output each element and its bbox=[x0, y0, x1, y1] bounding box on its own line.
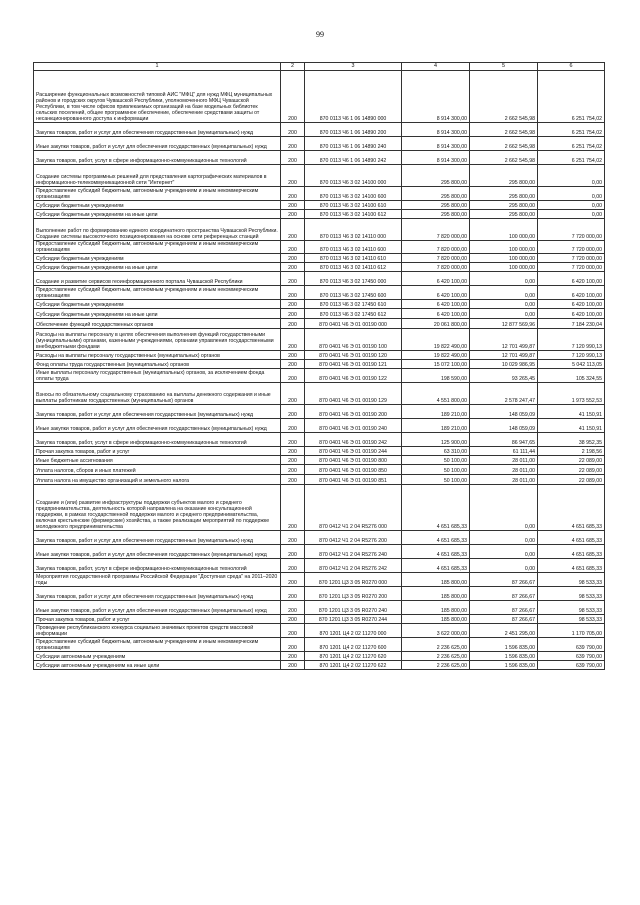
row-col2-cell: 200 bbox=[281, 201, 305, 210]
row-name-cell: Субсидии бюджетным учреждениям bbox=[34, 300, 281, 309]
row-col2-cell: 200 bbox=[281, 465, 305, 475]
row-approved-cell: 8 914 300,00 bbox=[402, 151, 470, 165]
row-executed-cell: 0,00 bbox=[470, 545, 538, 559]
row-name-cell: Закупка товаров, работ и услуг для обеспечения государственных (муниципальных) нужд bbox=[34, 123, 281, 137]
row-executed-cell: 0,00 bbox=[470, 485, 538, 531]
row-col2-cell: 200 bbox=[281, 587, 305, 601]
table-row bbox=[34, 652, 605, 661]
row-code-cell: 870 0113 Ч6 3 02 17450 610 bbox=[305, 300, 402, 309]
row-remaining-cell: 7 720 000,00 bbox=[538, 219, 605, 241]
row-name-cell: Субсидии автономным учреждениям bbox=[34, 652, 281, 661]
row-remaining-cell: 639 790,00 bbox=[538, 652, 605, 661]
row-executed-cell: 0,00 bbox=[470, 300, 538, 309]
row-executed-cell: 0,00 bbox=[470, 309, 538, 319]
row-code-cell: 870 1201 Ц3 3 05 R0270 200 bbox=[305, 587, 402, 601]
row-col2-cell: 200 bbox=[281, 456, 305, 465]
table-row bbox=[34, 369, 605, 383]
row-code-cell: 870 0401 Ч6 Э 01 00190 851 bbox=[305, 475, 402, 485]
table-row bbox=[34, 137, 605, 151]
table-row bbox=[34, 309, 605, 319]
row-remaining-cell: 0,00 bbox=[538, 165, 605, 187]
row-name-cell: Субсидии бюджетным учреждениям на иные цели bbox=[34, 309, 281, 319]
row-executed-cell: 295 800,00 bbox=[470, 201, 538, 210]
row-approved-cell: 15 072 100,00 bbox=[402, 360, 470, 369]
row-executed-cell: 2 662 545,98 bbox=[470, 151, 538, 165]
row-approved-cell: 8 914 300,00 bbox=[402, 137, 470, 151]
row-col2-cell: 200 bbox=[281, 151, 305, 165]
row-approved-cell: 295 800,00 bbox=[402, 210, 470, 219]
row-code-cell: 870 0412 Ч1 2 04 R5276 000 bbox=[305, 485, 402, 531]
row-approved-cell: 2 236 625,00 bbox=[402, 652, 470, 661]
row-name-cell: Прочая закупка товаров, работ и услуг bbox=[34, 615, 281, 624]
table-row bbox=[34, 433, 605, 447]
header-cell-6: 6 bbox=[538, 63, 605, 71]
table-row bbox=[34, 123, 605, 137]
row-executed-cell: 28 011,00 bbox=[470, 456, 538, 465]
row-remaining-cell: 4 651 685,33 bbox=[538, 485, 605, 531]
row-code-cell: 870 0401 Ч6 Э 01 00190 120 bbox=[305, 351, 402, 360]
table-row bbox=[34, 254, 605, 263]
table-row bbox=[34, 638, 605, 652]
row-code-cell: 870 0113 Ч6 3 02 17450 600 bbox=[305, 286, 402, 300]
table-row bbox=[34, 187, 605, 201]
table-row bbox=[34, 151, 605, 165]
row-remaining-cell: 6 420 100,00 bbox=[538, 300, 605, 309]
row-code-cell: 870 0412 Ч1 2 04 R5276 240 bbox=[305, 545, 402, 559]
row-col2-cell: 200 bbox=[281, 300, 305, 309]
row-col2-cell: 200 bbox=[281, 272, 305, 286]
row-remaining-cell: 7 720 000,00 bbox=[538, 254, 605, 263]
row-remaining-cell: 6 420 100,00 bbox=[538, 286, 605, 300]
row-name-cell: Иные закупки товаров, работ и услуг для обеспечения государственных (муниципальных) нужд bbox=[34, 137, 281, 151]
table-row bbox=[34, 447, 605, 456]
row-executed-cell: 2 662 545,98 bbox=[470, 137, 538, 151]
row-col2-cell: 200 bbox=[281, 319, 305, 329]
row-executed-cell: 100 000,00 bbox=[470, 254, 538, 263]
row-code-cell: 870 0401 Ч6 Э 01 00190 129 bbox=[305, 383, 402, 405]
row-remaining-cell: 0,00 bbox=[538, 201, 605, 210]
row-executed-cell: 12 701 499,87 bbox=[470, 351, 538, 360]
row-code-cell: 870 1201 Ц3 3 05 R0270 000 bbox=[305, 573, 402, 587]
row-executed-cell: 93 265,45 bbox=[470, 369, 538, 383]
row-name-cell: Закупка товаров, работ, услуг в сфере информационно-коммуникационных технологий bbox=[34, 433, 281, 447]
row-name-cell: Предоставление субсидий бюджетным, автономным учреждениям и иным некоммерческим организациям bbox=[34, 638, 281, 652]
table-row bbox=[34, 456, 605, 465]
table-row bbox=[34, 624, 605, 638]
row-name-cell: Закупка товаров, работ, услуг в сфере информационно-коммуникационных технологий bbox=[34, 151, 281, 165]
row-name-cell: Создание системы программных решений для представления картографических материалов в информационно-телекоммуникационной сети "Интернет" bbox=[34, 165, 281, 187]
row-executed-cell: 86 947,65 bbox=[470, 433, 538, 447]
row-remaining-cell: 1 170 705,00 bbox=[538, 624, 605, 638]
row-name-cell: Обеспечение функций государственных органов bbox=[34, 319, 281, 329]
row-name-cell: Взносы по обязательному социальному страхованию на выплаты денежного содержания и иные выплаты работникам государственных (муниципальных) органов bbox=[34, 383, 281, 405]
table-row bbox=[34, 601, 605, 615]
row-code-cell: 870 0412 Ч1 2 04 R5276 242 bbox=[305, 559, 402, 573]
row-name-cell: Иные выплаты персоналу государственных (муниципальных) органов, за исключением фонда оплаты труда bbox=[34, 369, 281, 383]
table-body bbox=[34, 71, 605, 670]
row-remaining-cell: 7 720 000,00 bbox=[538, 263, 605, 272]
row-code-cell: 870 1201 Ц4 2 02 11270 622 bbox=[305, 661, 402, 670]
row-name-cell: Предоставление субсидий бюджетным, автономным учреждениям и иным некоммерческим организациям bbox=[34, 286, 281, 300]
row-executed-cell: 148 059,09 bbox=[470, 419, 538, 433]
row-name-cell: Предоставление субсидий бюджетным, автономным учреждениям и иным некоммерческим организациям bbox=[34, 187, 281, 201]
row-remaining-cell: 6 251 754,02 bbox=[538, 123, 605, 137]
row-col2-cell: 200 bbox=[281, 405, 305, 419]
row-col2-cell: 200 bbox=[281, 360, 305, 369]
row-approved-cell: 295 800,00 bbox=[402, 201, 470, 210]
row-code-cell: 870 0113 Ч6 3 02 14110 600 bbox=[305, 241, 402, 254]
table-row bbox=[34, 531, 605, 545]
table-row bbox=[34, 351, 605, 360]
row-code-cell: 870 1201 Ц3 3 05 R0270 244 bbox=[305, 615, 402, 624]
table-row bbox=[34, 319, 605, 329]
table-row bbox=[34, 419, 605, 433]
row-approved-cell: 7 820 000,00 bbox=[402, 263, 470, 272]
row-remaining-cell: 98 533,33 bbox=[538, 615, 605, 624]
row-approved-cell: 189 210,00 bbox=[402, 419, 470, 433]
row-col2-cell: 200 bbox=[281, 652, 305, 661]
row-col2-cell: 200 bbox=[281, 624, 305, 638]
row-approved-cell: 185 800,00 bbox=[402, 573, 470, 587]
row-code-cell: 870 0113 Ч6 3 02 14100 610 bbox=[305, 201, 402, 210]
table-row bbox=[34, 545, 605, 559]
row-code-cell: 870 0113 Ч6 1 06 14890 000 bbox=[305, 71, 402, 123]
table-row bbox=[34, 465, 605, 475]
table-row bbox=[34, 573, 605, 587]
row-executed-cell: 295 800,00 bbox=[470, 165, 538, 187]
row-code-cell: 870 0113 Ч6 3 02 17450 612 bbox=[305, 309, 402, 319]
row-col2-cell: 200 bbox=[281, 559, 305, 573]
row-code-cell: 870 0401 Ч6 Э 01 00190 850 bbox=[305, 465, 402, 475]
row-approved-cell: 8 914 300,00 bbox=[402, 71, 470, 123]
row-remaining-cell: 41 150,91 bbox=[538, 419, 605, 433]
row-col2-cell: 200 bbox=[281, 351, 305, 360]
row-executed-cell: 12 701 499,87 bbox=[470, 329, 538, 351]
table-row bbox=[34, 475, 605, 485]
row-approved-cell: 4 651 685,33 bbox=[402, 545, 470, 559]
row-remaining-cell: 6 420 100,00 bbox=[538, 309, 605, 319]
row-approved-cell: 198 590,00 bbox=[402, 369, 470, 383]
row-col2-cell: 200 bbox=[281, 433, 305, 447]
row-executed-cell: 10 029 986,95 bbox=[470, 360, 538, 369]
page-number: 99 bbox=[316, 30, 324, 39]
row-name-cell: Предоставление субсидий бюджетным, автономным учреждениям и иным некоммерческим организациям bbox=[34, 241, 281, 254]
table-row bbox=[34, 210, 605, 219]
row-col2-cell: 200 bbox=[281, 137, 305, 151]
table-row bbox=[34, 272, 605, 286]
row-remaining-cell: 41 150,91 bbox=[538, 405, 605, 419]
row-approved-cell: 20 061 800,00 bbox=[402, 319, 470, 329]
row-remaining-cell: 22 089,00 bbox=[538, 456, 605, 465]
table-row bbox=[34, 329, 605, 351]
table-row bbox=[34, 405, 605, 419]
row-executed-cell: 87 266,67 bbox=[470, 587, 538, 601]
row-remaining-cell: 5 042 113,05 bbox=[538, 360, 605, 369]
row-col2-cell: 200 bbox=[281, 447, 305, 456]
row-name-cell: Закупка товаров, работ и услуг для обеспечения государственных (муниципальных) нужд bbox=[34, 531, 281, 545]
header-cell-5: 5 bbox=[470, 63, 538, 71]
table-header-row bbox=[34, 63, 605, 71]
row-executed-cell: 87 266,67 bbox=[470, 615, 538, 624]
row-executed-cell: 1 596 835,00 bbox=[470, 652, 538, 661]
row-col2-cell: 200 bbox=[281, 241, 305, 254]
row-col2-cell: 200 bbox=[281, 263, 305, 272]
row-col2-cell: 200 bbox=[281, 254, 305, 263]
row-approved-cell: 4 651 685,33 bbox=[402, 531, 470, 545]
row-col2-cell: 200 bbox=[281, 545, 305, 559]
row-remaining-cell: 7 184 230,04 bbox=[538, 319, 605, 329]
row-col2-cell: 200 bbox=[281, 531, 305, 545]
row-code-cell: 870 1201 Ц3 3 05 R0270 240 bbox=[305, 601, 402, 615]
row-executed-cell: 2 451 295,00 bbox=[470, 624, 538, 638]
row-code-cell: 870 0113 Ч6 3 02 14110 612 bbox=[305, 263, 402, 272]
row-name-cell: Создание и (или) развитие инфраструктуры поддержки субъектов малого и среднего предпринимательства, деятельность которой направлена на оказание консультационной поддержки, в рамках государственной поддержки малого и среднего предпринимательства, включая крестьянские (фермерские) хозяйства, а также реализации мероприятий по поддержке молодежного предпринимательства bbox=[34, 485, 281, 531]
row-executed-cell: 295 800,00 bbox=[470, 187, 538, 201]
row-executed-cell: 1 596 835,00 bbox=[470, 638, 538, 652]
row-approved-cell: 50 100,00 bbox=[402, 465, 470, 475]
row-remaining-cell: 4 651 685,33 bbox=[538, 559, 605, 573]
row-name-cell: Иные закупки товаров, работ и услуг для обеспечения государственных (муниципальных) нужд bbox=[34, 601, 281, 615]
row-executed-cell: 148 059,09 bbox=[470, 405, 538, 419]
row-code-cell: 870 0401 Ч6 Э 01 00190 121 bbox=[305, 360, 402, 369]
row-name-cell: Субсидии бюджетным учреждениям bbox=[34, 254, 281, 263]
row-approved-cell: 6 420 100,00 bbox=[402, 272, 470, 286]
table-row bbox=[34, 165, 605, 187]
table-row bbox=[34, 383, 605, 405]
row-remaining-cell: 6 251 754,02 bbox=[538, 71, 605, 123]
row-col2-cell: 200 bbox=[281, 638, 305, 652]
row-approved-cell: 6 420 100,00 bbox=[402, 286, 470, 300]
row-remaining-cell: 22 089,00 bbox=[538, 465, 605, 475]
row-executed-cell: 87 266,67 bbox=[470, 601, 538, 615]
row-col2-cell: 200 bbox=[281, 601, 305, 615]
row-approved-cell: 185 800,00 bbox=[402, 615, 470, 624]
table-row bbox=[34, 71, 605, 123]
row-name-cell: Субсидии бюджетным учреждениям bbox=[34, 201, 281, 210]
row-executed-cell: 295 800,00 bbox=[470, 210, 538, 219]
row-approved-cell: 19 822 490,00 bbox=[402, 351, 470, 360]
header-cell-3: 3 bbox=[305, 63, 402, 71]
row-executed-cell: 1 596 835,00 bbox=[470, 661, 538, 670]
row-code-cell: 870 0113 Ч6 1 06 14890 242 bbox=[305, 151, 402, 165]
table-row bbox=[34, 219, 605, 241]
row-executed-cell: 61 111,44 bbox=[470, 447, 538, 456]
row-name-cell: Проведение республиканского конкурса социально значимых проектов средств массовой информации bbox=[34, 624, 281, 638]
row-col2-cell: 200 bbox=[281, 187, 305, 201]
row-remaining-cell: 0,00 bbox=[538, 210, 605, 219]
row-col2-cell: 200 bbox=[281, 369, 305, 383]
table-row bbox=[34, 201, 605, 210]
row-approved-cell: 295 800,00 bbox=[402, 187, 470, 201]
row-executed-cell: 0,00 bbox=[470, 272, 538, 286]
row-approved-cell: 3 622 000,00 bbox=[402, 624, 470, 638]
row-name-cell: Иные закупки товаров, работ и услуг для обеспечения государственных (муниципальных) нужд bbox=[34, 545, 281, 559]
row-executed-cell: 87 266,67 bbox=[470, 573, 538, 587]
row-code-cell: 870 0113 Ч6 3 02 14100 612 bbox=[305, 210, 402, 219]
row-col2-cell: 200 bbox=[281, 661, 305, 670]
row-executed-cell: 100 000,00 bbox=[470, 241, 538, 254]
row-name-cell: Создание и развитие сервисов геоинформационного портала Чувашской Республики bbox=[34, 272, 281, 286]
row-remaining-cell: 7 120 990,13 bbox=[538, 329, 605, 351]
row-executed-cell: 28 011,00 bbox=[470, 465, 538, 475]
row-approved-cell: 2 236 625,00 bbox=[402, 661, 470, 670]
table-row bbox=[34, 263, 605, 272]
row-name-cell: Закупка товаров, работ и услуг для обеспечения государственных (муниципальных) нужд bbox=[34, 587, 281, 601]
row-name-cell: Уплата налога на имущество организаций и земельного налога bbox=[34, 475, 281, 485]
row-code-cell: 870 0401 Ч6 Э 01 00190 240 bbox=[305, 419, 402, 433]
row-remaining-cell: 6 251 754,02 bbox=[538, 151, 605, 165]
row-col2-cell: 200 bbox=[281, 573, 305, 587]
row-name-cell: Прочая закупка товаров, работ и услуг bbox=[34, 447, 281, 456]
row-name-cell: Субсидии бюджетным учреждениям на иные цели bbox=[34, 210, 281, 219]
row-remaining-cell: 639 790,00 bbox=[538, 661, 605, 670]
row-code-cell: 870 0401 Ч6 Э 01 00190 800 bbox=[305, 456, 402, 465]
row-executed-cell: 0,00 bbox=[470, 559, 538, 573]
header-cell-4: 4 bbox=[402, 63, 470, 71]
row-executed-cell: 0,00 bbox=[470, 531, 538, 545]
row-name-cell: Расходы на выплаты персоналу в целях обеспечения выполнения функций государственными (муниципальными) органами, казенными учреждениями, органами управления государственными внебюджетными фондами bbox=[34, 329, 281, 351]
row-remaining-cell: 0,00 bbox=[538, 187, 605, 201]
row-approved-cell: 185 800,00 bbox=[402, 587, 470, 601]
row-remaining-cell: 2 198,56 bbox=[538, 447, 605, 456]
row-name-cell: Субсидии бюджетным учреждениям на иные цели bbox=[34, 263, 281, 272]
row-remaining-cell: 6 420 100,00 bbox=[538, 272, 605, 286]
table-row bbox=[34, 360, 605, 369]
row-code-cell: 870 0113 Ч6 3 02 17450 000 bbox=[305, 272, 402, 286]
row-executed-cell: 28 011,00 bbox=[470, 475, 538, 485]
row-col2-cell: 200 bbox=[281, 286, 305, 300]
row-col2-cell: 200 bbox=[281, 219, 305, 241]
table-row bbox=[34, 485, 605, 531]
row-code-cell: 870 0401 Ч6 Э 01 00190 242 bbox=[305, 433, 402, 447]
row-approved-cell: 295 800,00 bbox=[402, 165, 470, 187]
row-executed-cell: 2 662 545,98 bbox=[470, 71, 538, 123]
row-name-cell: Расширение функциональных возможностей типовой АИС "МФЦ" для нужд МФЦ муниципальных районов и городских округов Чувашской Республики, уполномоченного МФЦ Чувашской Республики, в том числе офисов привлекаемых организаций на базе модельных библиотек сельских поселений, общее программное обеспечение, обеспечение средствами защиты от несанкционированного доступа к информации bbox=[34, 71, 281, 123]
row-approved-cell: 2 236 625,00 bbox=[402, 638, 470, 652]
row-remaining-cell: 105 324,55 bbox=[538, 369, 605, 383]
budget-execution-table bbox=[33, 62, 605, 670]
row-code-cell: 870 0401 Ч6 Э 01 00190 122 bbox=[305, 369, 402, 383]
row-approved-cell: 189 210,00 bbox=[402, 405, 470, 419]
row-approved-cell: 4 551 800,00 bbox=[402, 383, 470, 405]
row-executed-cell: 100 000,00 bbox=[470, 263, 538, 272]
row-executed-cell: 100 000,00 bbox=[470, 219, 538, 241]
row-approved-cell: 125 900,00 bbox=[402, 433, 470, 447]
row-name-cell: Уплата налогов, сборов и иных платежей bbox=[34, 465, 281, 475]
table-row bbox=[34, 286, 605, 300]
header-cell-1: 1 bbox=[34, 63, 281, 71]
row-approved-cell: 4 651 685,33 bbox=[402, 485, 470, 531]
row-approved-cell: 185 800,00 bbox=[402, 601, 470, 615]
row-approved-cell: 7 820 000,00 bbox=[402, 241, 470, 254]
row-remaining-cell: 4 651 685,33 bbox=[538, 531, 605, 545]
table-row bbox=[34, 615, 605, 624]
row-approved-cell: 63 310,00 bbox=[402, 447, 470, 456]
row-remaining-cell: 4 651 685,33 bbox=[538, 545, 605, 559]
row-col2-cell: 200 bbox=[281, 123, 305, 137]
header-cell-2: 2 bbox=[281, 63, 305, 71]
row-remaining-cell: 7 720 000,00 bbox=[538, 241, 605, 254]
row-code-cell: 870 0412 Ч1 2 04 R5276 200 bbox=[305, 531, 402, 545]
table-row bbox=[34, 300, 605, 309]
row-remaining-cell: 1 973 552,53 bbox=[538, 383, 605, 405]
row-code-cell: 870 0113 Ч6 1 06 14890 200 bbox=[305, 123, 402, 137]
row-executed-cell: 2 578 247,47 bbox=[470, 383, 538, 405]
row-code-cell: 870 0113 Ч6 3 02 14100 000 bbox=[305, 165, 402, 187]
row-code-cell: 870 0113 Ч6 3 02 14110 000 bbox=[305, 219, 402, 241]
row-remaining-cell: 6 251 754,02 bbox=[538, 137, 605, 151]
row-code-cell: 870 0113 Ч6 3 02 14110 610 bbox=[305, 254, 402, 263]
row-col2-cell: 200 bbox=[281, 71, 305, 123]
row-approved-cell: 6 420 100,00 bbox=[402, 300, 470, 309]
row-name-cell: Иные бюджетные ассигнования bbox=[34, 456, 281, 465]
row-name-cell: Субсидии автономным учреждениям на иные цели bbox=[34, 661, 281, 670]
row-code-cell: 870 0113 Ч6 3 02 14100 600 bbox=[305, 187, 402, 201]
row-name-cell: Закупка товаров, работ, услуг в сфере информационно-коммуникационных технологий bbox=[34, 559, 281, 573]
row-col2-cell: 200 bbox=[281, 475, 305, 485]
row-approved-cell: 50 100,00 bbox=[402, 456, 470, 465]
row-executed-cell: 2 662 545,98 bbox=[470, 123, 538, 137]
row-name-cell: Выполнение работ по формированию единого координатного пространства Чувашской Республики. Создание системы высокоточного позиционирования на основе сети референцных станций bbox=[34, 219, 281, 241]
row-remaining-cell: 22 089,00 bbox=[538, 475, 605, 485]
row-approved-cell: 19 822 490,00 bbox=[402, 329, 470, 351]
row-name-cell: Расходы на выплаты персоналу государственных (муниципальных) органов bbox=[34, 351, 281, 360]
row-code-cell: 870 1201 Ц4 2 02 11270 620 bbox=[305, 652, 402, 661]
row-remaining-cell: 98 533,33 bbox=[538, 573, 605, 587]
row-approved-cell: 8 914 300,00 bbox=[402, 123, 470, 137]
row-approved-cell: 7 820 000,00 bbox=[402, 254, 470, 263]
table-row bbox=[34, 587, 605, 601]
row-name-cell: Закупка товаров, работ и услуг для обеспечения государственных (муниципальных) нужд bbox=[34, 405, 281, 419]
row-col2-cell: 200 bbox=[281, 329, 305, 351]
row-col2-cell: 200 bbox=[281, 309, 305, 319]
row-col2-cell: 200 bbox=[281, 210, 305, 219]
row-remaining-cell: 38 952,35 bbox=[538, 433, 605, 447]
row-approved-cell: 6 420 100,00 bbox=[402, 309, 470, 319]
row-col2-cell: 200 bbox=[281, 485, 305, 531]
row-remaining-cell: 639 790,00 bbox=[538, 638, 605, 652]
row-code-cell: 870 1201 Ц4 2 02 11270 600 bbox=[305, 638, 402, 652]
row-code-cell: 870 0401 Ч6 Э 01 00190 100 bbox=[305, 329, 402, 351]
row-executed-cell: 0,00 bbox=[470, 286, 538, 300]
table-row bbox=[34, 241, 605, 254]
row-remaining-cell: 98 533,33 bbox=[538, 587, 605, 601]
row-approved-cell: 50 100,00 bbox=[402, 475, 470, 485]
row-name-cell: Иные закупки товаров, работ и услуг для обеспечения государственных (муниципальных) нужд bbox=[34, 419, 281, 433]
row-code-cell: 870 0113 Ч6 1 06 14890 240 bbox=[305, 137, 402, 151]
row-code-cell: 870 1201 Ц4 2 02 11270 000 bbox=[305, 624, 402, 638]
table-row bbox=[34, 661, 605, 670]
row-col2-cell: 200 bbox=[281, 165, 305, 187]
row-remaining-cell: 98 533,33 bbox=[538, 601, 605, 615]
row-approved-cell: 4 651 685,33 bbox=[402, 559, 470, 573]
row-name-cell: Фонд оплаты труда государственных (муниципальных) органов bbox=[34, 360, 281, 369]
table-row bbox=[34, 559, 605, 573]
row-col2-cell: 200 bbox=[281, 383, 305, 405]
row-code-cell: 870 0401 Ч6 Э 01 00190 000 bbox=[305, 319, 402, 329]
row-approved-cell: 7 820 000,00 bbox=[402, 219, 470, 241]
row-code-cell: 870 0401 Ч6 Э 01 00190 200 bbox=[305, 405, 402, 419]
row-col2-cell: 200 bbox=[281, 419, 305, 433]
row-remaining-cell: 7 120 990,13 bbox=[538, 351, 605, 360]
row-name-cell: Мероприятия государственной программы Российской Федерации "Доступная среда" на 2011–2020 годы bbox=[34, 573, 281, 587]
row-code-cell: 870 0401 Ч6 Э 01 00190 244 bbox=[305, 447, 402, 456]
row-executed-cell: 12 877 569,96 bbox=[470, 319, 538, 329]
row-col2-cell: 200 bbox=[281, 615, 305, 624]
